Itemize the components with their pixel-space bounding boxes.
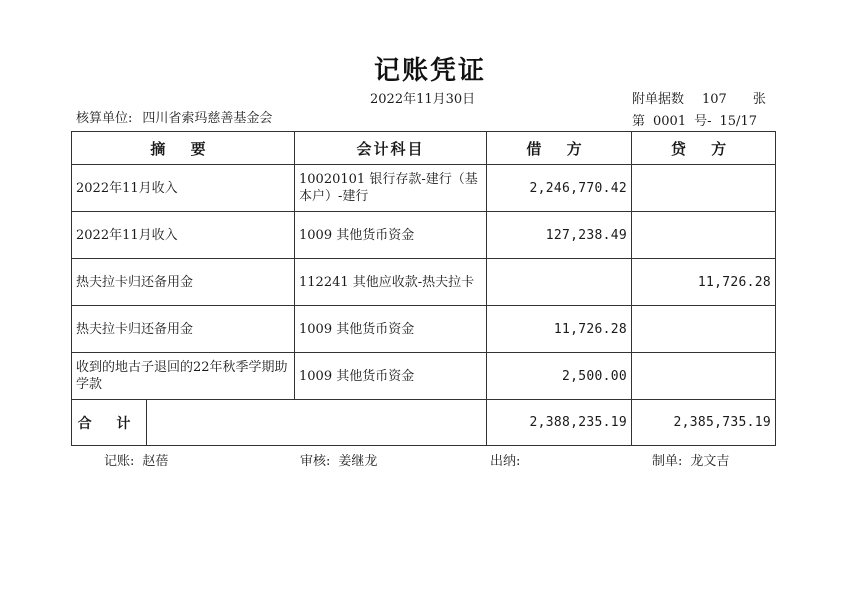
row-credit (632, 212, 776, 259)
preparer-name: 龙文吉 (690, 454, 730, 469)
row-credit (632, 306, 776, 353)
table-row (72, 212, 776, 259)
table-header-row (72, 132, 776, 165)
reviewer-sign (300, 450, 377, 469)
row-account: 1009 其他货币资金 (295, 353, 487, 400)
accounting-unit-label: 核算单位: (76, 111, 133, 126)
row-credit: 11,726.28 (632, 259, 776, 306)
row-credit (632, 353, 776, 400)
row-account: 1009 其他货币资金 (295, 306, 487, 353)
total-debit: 2,388,235.19 (487, 400, 632, 446)
header-summary: 摘 要 (72, 132, 295, 165)
voucher-no-prefix: 第 (632, 114, 646, 129)
bookkeeper-name: 赵蓓 (142, 454, 169, 469)
preparer-sign (652, 450, 729, 469)
bookkeeper-label: 记账: (104, 454, 135, 469)
table-row (72, 353, 776, 400)
row-summary: 收到的地古子退回的22年秋季学期助学款 (72, 353, 295, 400)
row-summary: 热夫拉卡归还备用金 (72, 259, 295, 306)
row-account: 112241 其他应收款-热夫拉卡 (295, 259, 487, 306)
row-summary: 热夫拉卡归还备用金 (72, 306, 295, 353)
bookkeeper-sign (104, 450, 168, 469)
attachment-number: 107 (702, 92, 727, 107)
row-credit (632, 165, 776, 212)
total-blank (147, 400, 487, 446)
voucher-no-sequence: 15/17 (719, 114, 757, 129)
preparer-label: 制单: (652, 454, 683, 469)
cashier-sign (490, 450, 528, 469)
row-summary: 2022年11月收入 (72, 165, 295, 212)
table-row (72, 165, 776, 212)
row-summary: 2022年11月收入 (72, 212, 295, 259)
accounting-unit (76, 107, 272, 126)
header-account: 会计科目 (295, 132, 487, 165)
row-debit (487, 259, 632, 306)
accounting-unit-value: 四川省索玛慈善基金会 (142, 111, 273, 126)
table-row (72, 259, 776, 306)
voucher-table (71, 131, 776, 446)
attachment-count (632, 88, 766, 107)
cashier-label: 出纳: (490, 454, 521, 469)
voucher-no-number: 0001 (653, 114, 687, 129)
header-credit: 贷 方 (632, 132, 776, 165)
voucher-title: 记账凭证 (373, 56, 486, 86)
table-row (72, 306, 776, 353)
total-credit: 2,385,735.19 (632, 400, 776, 446)
attachment-label: 附单据数 (632, 92, 685, 107)
voucher-date: 2022年11月30日 (370, 92, 476, 107)
row-debit: 2,500.00 (487, 353, 632, 400)
header-debit: 借 方 (487, 132, 632, 165)
row-debit: 2,246,770.42 (487, 165, 632, 212)
row-account: 10020101 银行存款-建行（基本户）-建行 (295, 165, 487, 212)
voucher-no-suffix: 号- (694, 114, 712, 129)
voucher-number (632, 110, 757, 129)
total-row (72, 400, 776, 446)
row-debit: 11,726.28 (487, 306, 632, 353)
total-label: 合 计 (72, 400, 147, 446)
row-debit: 127,238.49 (487, 212, 632, 259)
attachment-unit: 张 (752, 92, 766, 107)
reviewer-label: 审核: (300, 454, 331, 469)
reviewer-name: 姜继龙 (338, 454, 378, 469)
row-account: 1009 其他货币资金 (295, 212, 487, 259)
